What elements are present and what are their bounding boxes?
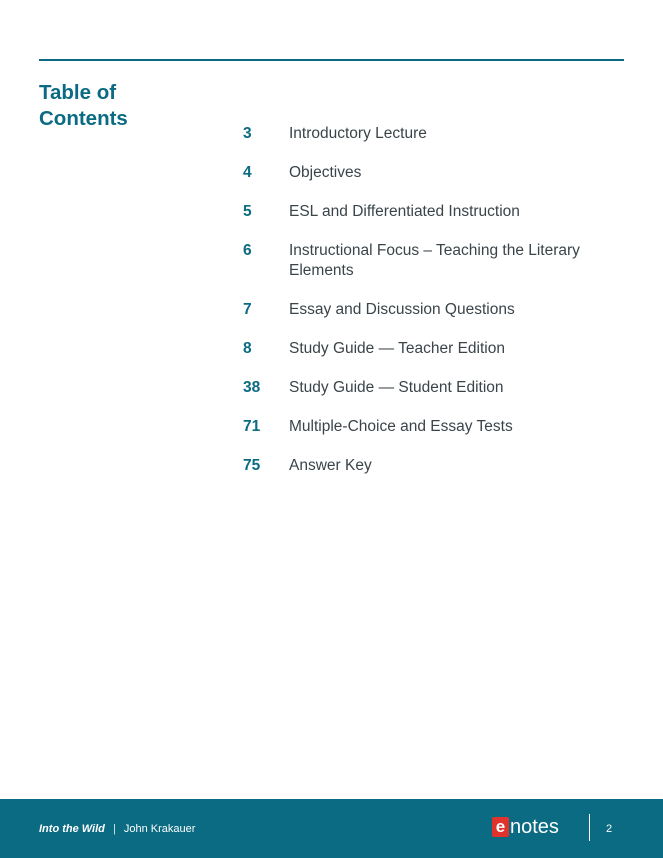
- toc-entry-title: Multiple-Choice and Essay Tests: [289, 418, 513, 435]
- top-rule: [39, 59, 624, 61]
- enotes-logo-letter: e: [492, 817, 509, 837]
- toc-page-number: 5: [243, 203, 252, 220]
- enotes-logo: [492, 816, 559, 838]
- footer-divider: [589, 814, 590, 841]
- toc-entry[interactable]: [243, 339, 623, 359]
- footer-separator: |: [112, 823, 116, 835]
- toc-entry[interactable]: [243, 378, 623, 398]
- table-of-contents: [243, 124, 623, 495]
- footer-book-info: [39, 822, 195, 836]
- toc-entry-title: Instructional Focus – Teaching the Literary Elements: [289, 242, 580, 279]
- toc-page-number: 4: [243, 164, 252, 181]
- toc-entry[interactable]: [243, 124, 623, 144]
- toc-page-number: 8: [243, 340, 252, 357]
- toc-page-number: 71: [243, 418, 261, 435]
- toc-page-number: 38: [243, 379, 261, 396]
- toc-page-number: 7: [243, 301, 252, 318]
- toc-page-number: 3: [243, 125, 252, 142]
- footer-book-title: Into the Wild: [39, 823, 105, 835]
- toc-entry-title: Objectives: [289, 164, 362, 181]
- toc-entry[interactable]: [243, 241, 623, 281]
- toc-entry-title: Answer Key: [289, 457, 372, 474]
- footer-bar: [0, 799, 663, 858]
- toc-entry-title: Study Guide — Student Edition: [289, 379, 504, 396]
- toc-page-number: 6: [243, 242, 252, 259]
- footer-author: John Krakauer: [123, 823, 196, 835]
- toc-entry-title: Essay and Discussion Questions: [289, 301, 515, 318]
- toc-entry-title: Study Guide — Teacher Edition: [289, 340, 505, 357]
- page-title: Table of Contents: [39, 81, 128, 130]
- page-number: 2: [606, 823, 613, 835]
- toc-entry[interactable]: [243, 456, 623, 476]
- toc-entry-title: ESL and Differentiated Instruction: [289, 203, 520, 220]
- toc-entry-title: Introductory Lecture: [289, 125, 427, 142]
- toc-entry[interactable]: [243, 163, 623, 183]
- toc-entry[interactable]: [243, 300, 623, 320]
- toc-entry[interactable]: [243, 202, 623, 222]
- toc-page-number: 75: [243, 457, 261, 474]
- toc-entry[interactable]: [243, 417, 623, 437]
- enotes-logo-word: notes: [510, 816, 559, 838]
